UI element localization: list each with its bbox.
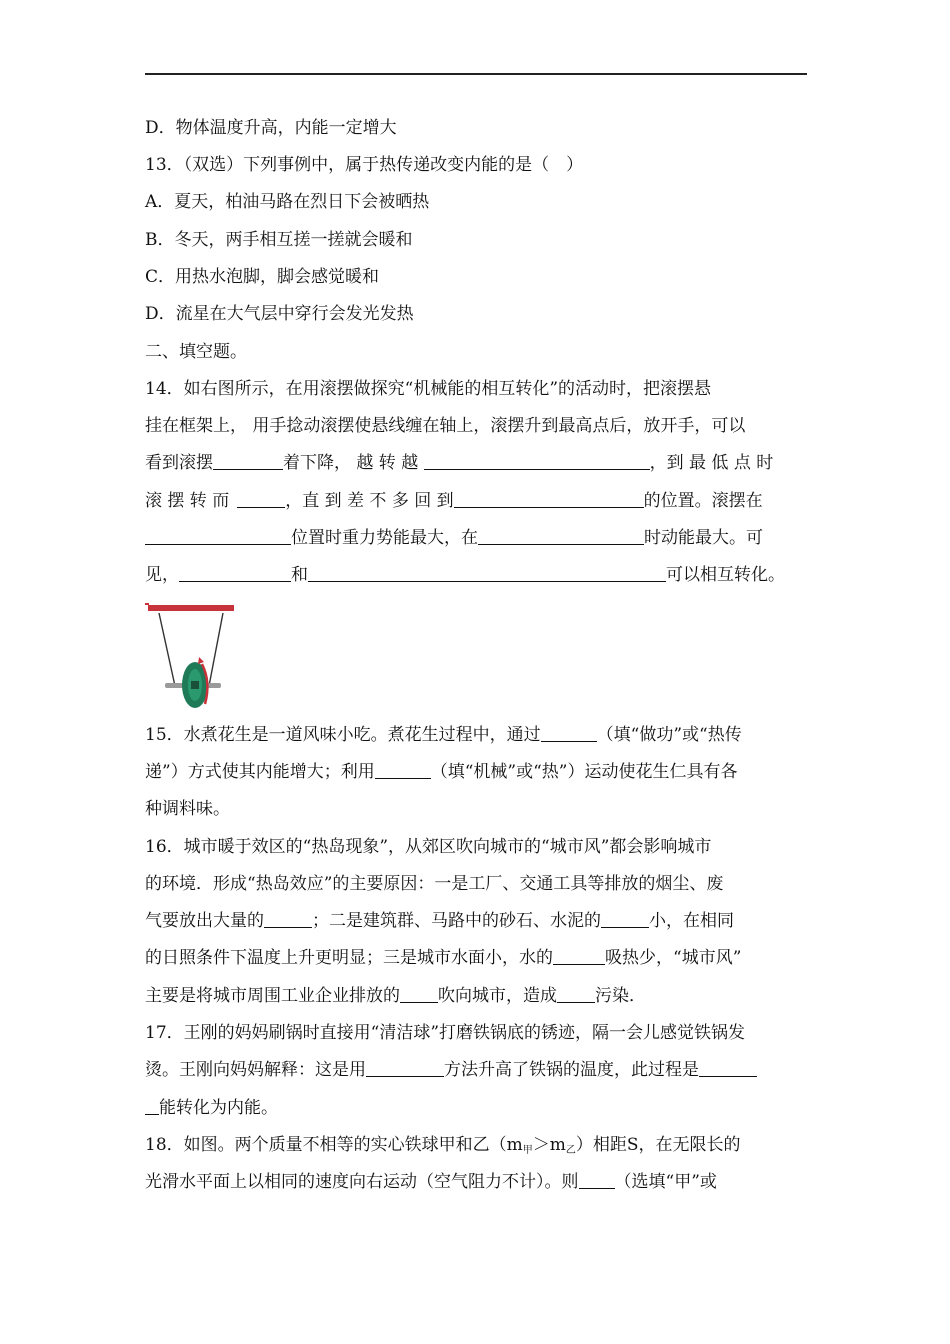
question-14-line-4: 滚 摆 转 而 ，直 到 差 不 多 回 到 的位置。滚摆在 xyxy=(145,491,763,511)
option-13c: C．用热水泡脚，脚会感觉暖和 xyxy=(145,267,380,287)
answer-blank[interactable] xyxy=(553,948,605,965)
answer-blank[interactable] xyxy=(145,528,291,545)
answer-blank[interactable] xyxy=(424,453,650,470)
question-15-line-2: 递”）方式使其内能增大；利用 （填“机械”或“热”）运动使花生仁具有各 xyxy=(145,762,738,782)
question-16-line-4: 的日照条件下温度上升更明显；三是城市水面小，水的 吸热少，“城市风” xyxy=(145,948,742,968)
question-15-line-1: 15．水煮花生是一道风味小吃。煮花生过程中，通过 （填“做功”或“热传 xyxy=(145,725,742,745)
answer-blank[interactable] xyxy=(541,725,597,742)
option-13d: D．流星在大气层中穿行会发光发热 xyxy=(145,304,414,324)
option-13b: B．冬天，两手相互搓一搓就会暖和 xyxy=(145,230,413,250)
question-14-line-2: 挂在框架上， 用手捻动滚摆使悬线缠在轴上，滚摆升到最高点后，放开手，可以 xyxy=(145,416,746,436)
answer-blank[interactable] xyxy=(557,986,595,1003)
header-rule xyxy=(145,73,807,75)
answer-blank[interactable] xyxy=(213,453,283,470)
answer-blank[interactable] xyxy=(237,491,285,508)
question-18-line-2: 光滑水平面上以相同的速度向右运动（空气阻力不计）。则 （选填“甲”或 xyxy=(145,1172,717,1192)
question-16-line-5: 主要是将城市周围工业企业排放的 吹向城市，造成 污染． xyxy=(145,986,646,1006)
answer-blank[interactable] xyxy=(179,565,291,582)
question-14-line-6: 见， 和 可以相互转化。 xyxy=(145,565,785,585)
answer-blank[interactable] xyxy=(699,1060,757,1077)
answer-blank[interactable] xyxy=(454,491,644,508)
answer-blank[interactable] xyxy=(375,762,431,779)
question-18-line-1: 18．如图。两个质量不相等的实心铁球甲和乙$(m_甲>m_乙)$相距S，在无限长的 xyxy=(145,1135,741,1156)
question-16-line-3: 气要放出大量的 ；二是建筑群、马路中的砂石、水泥的 小，在相同 xyxy=(145,911,734,931)
question-17-line-3: 能转化为内能。 xyxy=(145,1096,807,1120)
answer-blank[interactable] xyxy=(478,528,644,545)
answer-blank[interactable] xyxy=(366,1060,444,1077)
option-13a: A．夏天，柏油马路在烈日下会被晒热 xyxy=(145,192,430,212)
question-13: 13．（双选）下列事例中，属于热传递改变内能的是（ ） xyxy=(145,155,584,175)
answer-blank[interactable] xyxy=(308,565,666,582)
answer-blank[interactable] xyxy=(400,986,438,1003)
question-14-line-3: 看到滚摆 着下降， 越 转 越 ，到 最 低 点 时 xyxy=(145,453,774,473)
question-17-line-2: 烫。王刚向妈妈解释：这是用 方法升高了铁锅的温度，此过程是 xyxy=(145,1058,807,1082)
section-heading-fill-blank: 二、填空题。 xyxy=(145,342,247,362)
right-string xyxy=(209,613,223,686)
question-15-line-3: 种调料味。 xyxy=(145,799,230,819)
answer-blank[interactable] xyxy=(601,911,649,928)
question-14-line-5: 位置时重力势能最大，在 时动能最大。可 xyxy=(145,526,807,550)
question-16-line-2: 的环境．形成“热岛效应”的主要原因：一是工厂、交通工具等排放的烟尘、废 xyxy=(145,874,724,894)
answer-blank[interactable] xyxy=(145,1098,159,1115)
answer-blank[interactable] xyxy=(579,1172,615,1189)
question-14-line-1: 14．如右图所示，在用滚摆做探究“机械能的相互转化”的活动时，把滚摆悬 xyxy=(145,379,712,399)
left-string xyxy=(159,613,175,686)
question-17-line-1: 17．王刚的妈妈刷锅时直接用“清洁球”打磨铁锅底的锈迹，隔一会儿感觉铁锅发 xyxy=(145,1023,746,1043)
rolling-pendulum-figure xyxy=(145,602,237,710)
frame-bar xyxy=(148,605,234,611)
question-16-line-1: 16．城市暖于效区的“热岛现象”，从郊区吹向城市的“城市风”都会影响城市 xyxy=(145,837,712,857)
option-12d: D．物体温度升高，内能一定增大 xyxy=(145,118,397,138)
answer-blank[interactable] xyxy=(264,911,312,928)
